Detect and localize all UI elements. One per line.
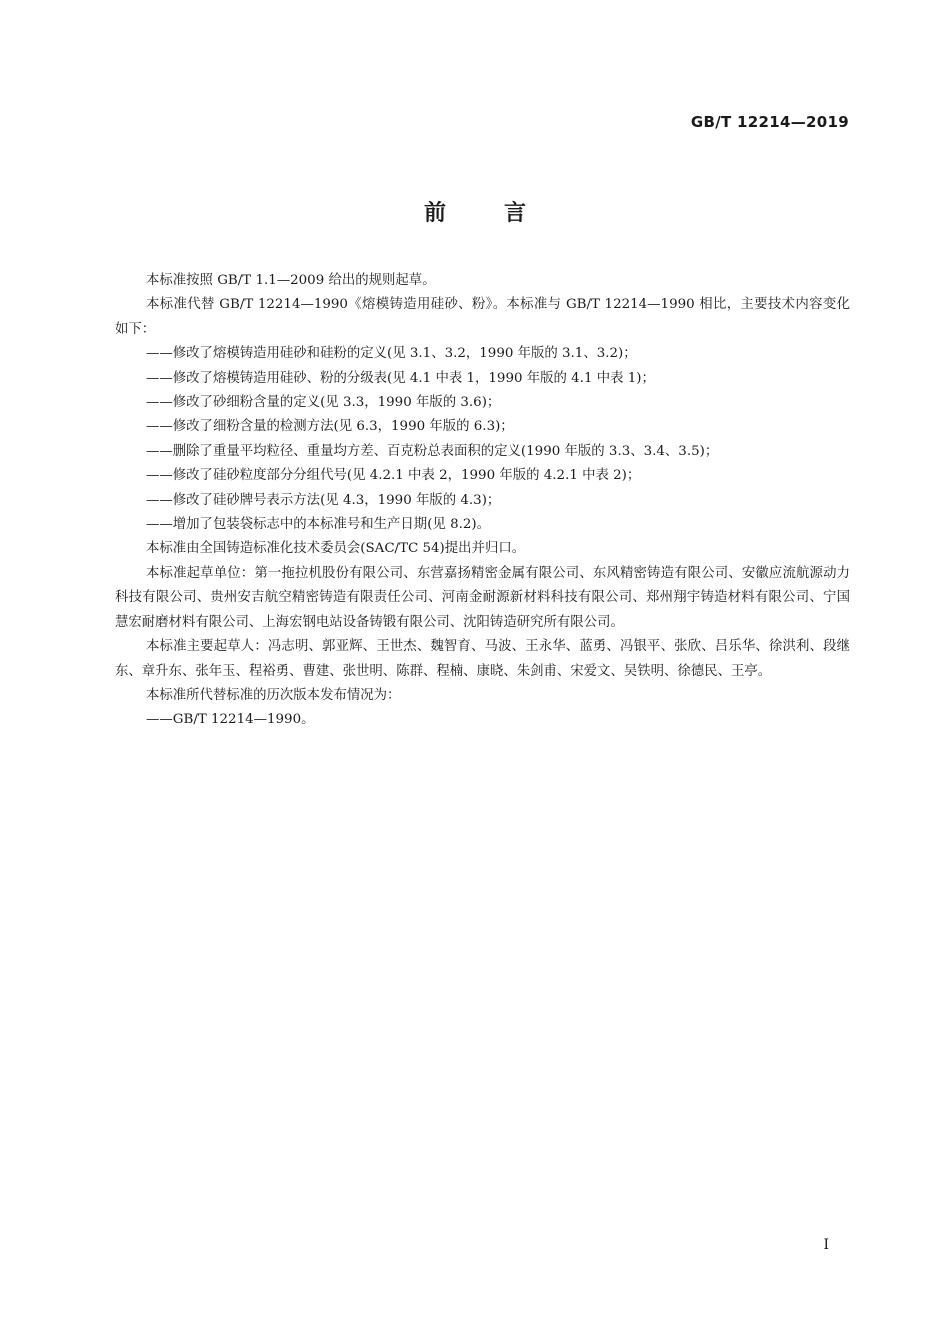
page-title [0, 196, 950, 227]
change-item: ——修改了砂细粉含量的定义(见 3.3，1990 年版的 3.6)； [146, 395, 501, 411]
change-item: ——增加了包装袋标志中的本标准号和生产日期(见 8.2)。 [146, 517, 490, 533]
change-item: ——删除了重量平均粒径、重量均方差、百克粉总表面积的定义(1990 年版的 3.3、3.4、3.5)； [146, 443, 719, 459]
paragraph-drafting-units: 本标准起草单位：第一拖拉机股份有限公司、东营嘉扬精密金属有限公司、东风精密铸造有限公司、安徽应流航源动力科技有限公司、贵州安吉航空精密铸造有限责任公司、河南金耐源新材料科技有限公司、郑州翔宇铸造材料有限公司、宁国慧宏耐磨材料有限公司、上海宏钢电站设备铸锻有限公司、沈阳铸造研究所有限公司。 [115, 565, 850, 630]
page-title-part1: 前 [423, 201, 446, 226]
page-title-part2: 言 [504, 201, 527, 226]
paragraph-replacement: 本标准代替 GB/T 12214—1990《熔模铸造用硅砂、粉》。本标准与 GB/T 12214—1990 相比，主要技术内容变化如下： [115, 297, 850, 337]
paragraph-history-intro: 本标准所代替标准的历次版本发布情况为： [146, 687, 401, 703]
change-item: ——修改了熔模铸造用硅砂、粉的分级表(见 4.1 中表 1，1990 年版的 4.1 中表 1)； [146, 370, 655, 386]
paragraph-proposer: 本标准由全国铸造标准化技术委员会(SAC/TC 54)提出并归口。 [146, 541, 526, 557]
change-item: ——修改了细粉含量的检测方法(见 6.3，1990 年版的 6.3)； [146, 419, 514, 435]
change-item: ——修改了硅砂牌号表示方法(见 4.3，1990 年版的 4.3)； [146, 492, 501, 508]
history-item: ——GB/T 12214—1990。 [146, 712, 315, 728]
page-number: I [823, 1237, 829, 1253]
change-item: ——修改了硅砂粒度部分分组代号(见 4.2.1 中表 2，1990 年版的 4.2.1 中表 2)； [146, 468, 641, 484]
standard-number-header: GB/T 12214—2019 [690, 113, 849, 131]
paragraph-drafting-rules: 本标准按照 GB/T 1.1—2009 给出的规则起草。 [146, 273, 436, 288]
change-item: ——修改了熔模铸造用硅砂和硅粉的定义(见 3.1、3.2，1990 年版的 3.1、3.2)； [146, 346, 637, 362]
paragraph-drafters: 本标准主要起草人：冯志明、郭亚辉、王世杰、魏智育、马波、王永华、蓝勇、冯银平、张欣、吕乐华、徐洪利、段继东、章升东、张年玉、程裕勇、曹建、张世明、陈群、程楠、康晓、朱剑甫、宋爱文、吴铁明、徐德民、王亭。 [115, 639, 850, 679]
foreword-body [115, 269, 850, 733]
